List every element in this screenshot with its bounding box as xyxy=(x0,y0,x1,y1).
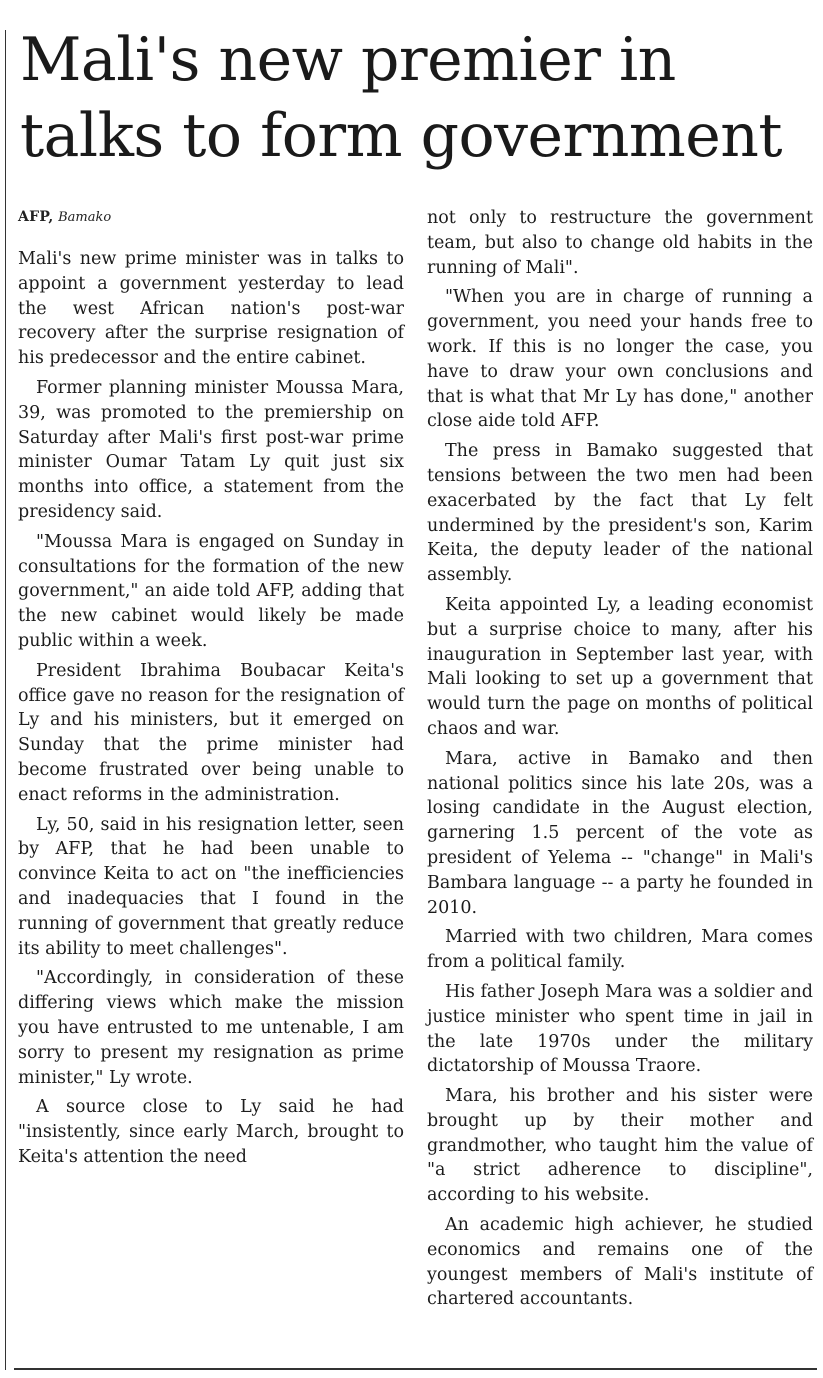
paragraph: Keita appointed Ly, a leading economist but a surprise choice to many, after his inauguration in September last year, with Mali looking to set up a government that would turn the page on months of political chaos and war. xyxy=(427,594,813,739)
paragraph: A source close to Ly said he had "insistently, since early March, brought to Keita's attention the need xyxy=(18,1097,404,1167)
paragraph: President Ibrahima Boubacar Keita's office gave no reason for the resignation of Ly and his ministers, but it emerged on Sunday that the prime minister had become frustrated over being unable to enact reforms in the administration. xyxy=(18,660,404,805)
article-column-left xyxy=(18,208,404,1175)
byline-dateline: Bamako xyxy=(58,210,112,225)
bottom-rule xyxy=(14,1368,817,1370)
byline xyxy=(18,208,404,227)
paragraph: Former planning minister Moussa Mara, 39, was promoted to the premiership on Saturday after Mali's first post-war prime minister Oumar Tatam Ly quit just six months into office, a statement from the presidency said. xyxy=(18,377,404,522)
headline: Mali's new premier in talks to form government xyxy=(20,25,782,171)
paragraph: The press in Bamako suggested that tensions between the two men had been exacerbated by the fact that Ly felt undermined by the president's son, Karim Keita, the deputy leader of the national assembly. xyxy=(427,441,813,586)
column-rule-left xyxy=(5,30,6,1370)
paragraph: "When you are in charge of running a government, you need your hands free to work. If this is no longer the case, you have to draw your own conclusions and that is what that Mr Ly has done," another close aide told AFP. xyxy=(427,287,813,432)
paragraph: Mara, active in Bamako and then national politics since his late 20s, was a losing candidate in the August election, garnering 1.5 percent of the vote as president of Yelema -- "change" in Mali's Bambara language -- a party he founded in 2010. xyxy=(427,748,813,918)
article-column-right xyxy=(427,206,813,1317)
paragraph: Mali's new prime minister was in talks to appoint a government yesterday to lead the west African nation's post-war recovery after the surprise resignation of his predecessor and the entire cabinet. xyxy=(18,249,404,369)
paragraph: Mara, his brother and his sister were brought up by their mother and grandmother, who taught him the value of "a strict adherence to discipline", according to his website. xyxy=(427,1086,813,1206)
paragraph: Ly, 50, said in his resignation letter, seen by AFP, that he had been unable to convince Keita to act on "the inefficiencies and inadequacies that I found in the running of government that greatly reduce its ability to meet challenges". xyxy=(18,814,404,959)
paragraph-continued: not only to restructure the government team, but also to change old habits in the running of Mali". xyxy=(427,208,813,278)
byline-agency: AFP, xyxy=(18,209,54,225)
paragraph: His father Joseph Mara was a soldier and justice minister who spent time in jail in the late 1970s under the military dictatorship of Moussa Traore. xyxy=(427,981,813,1077)
paragraph: An academic high achiever, he studied economics and remains one of the youngest members of Mali's institute of chartered accountants. xyxy=(427,1215,813,1310)
paragraph: "Moussa Mara is engaged on Sunday in consultations for the formation of the new government," an aide told AFP, adding that the new cabinet would likely be made public within a week. xyxy=(18,531,404,651)
paragraph: Married with two children, Mara comes from a political family. xyxy=(427,927,813,973)
paragraph: "Accordingly, in consideration of these differing views which make the mission you have entrusted to me untenable, I am sorry to present my resignation as prime minister," Ly wrote. xyxy=(18,968,404,1088)
